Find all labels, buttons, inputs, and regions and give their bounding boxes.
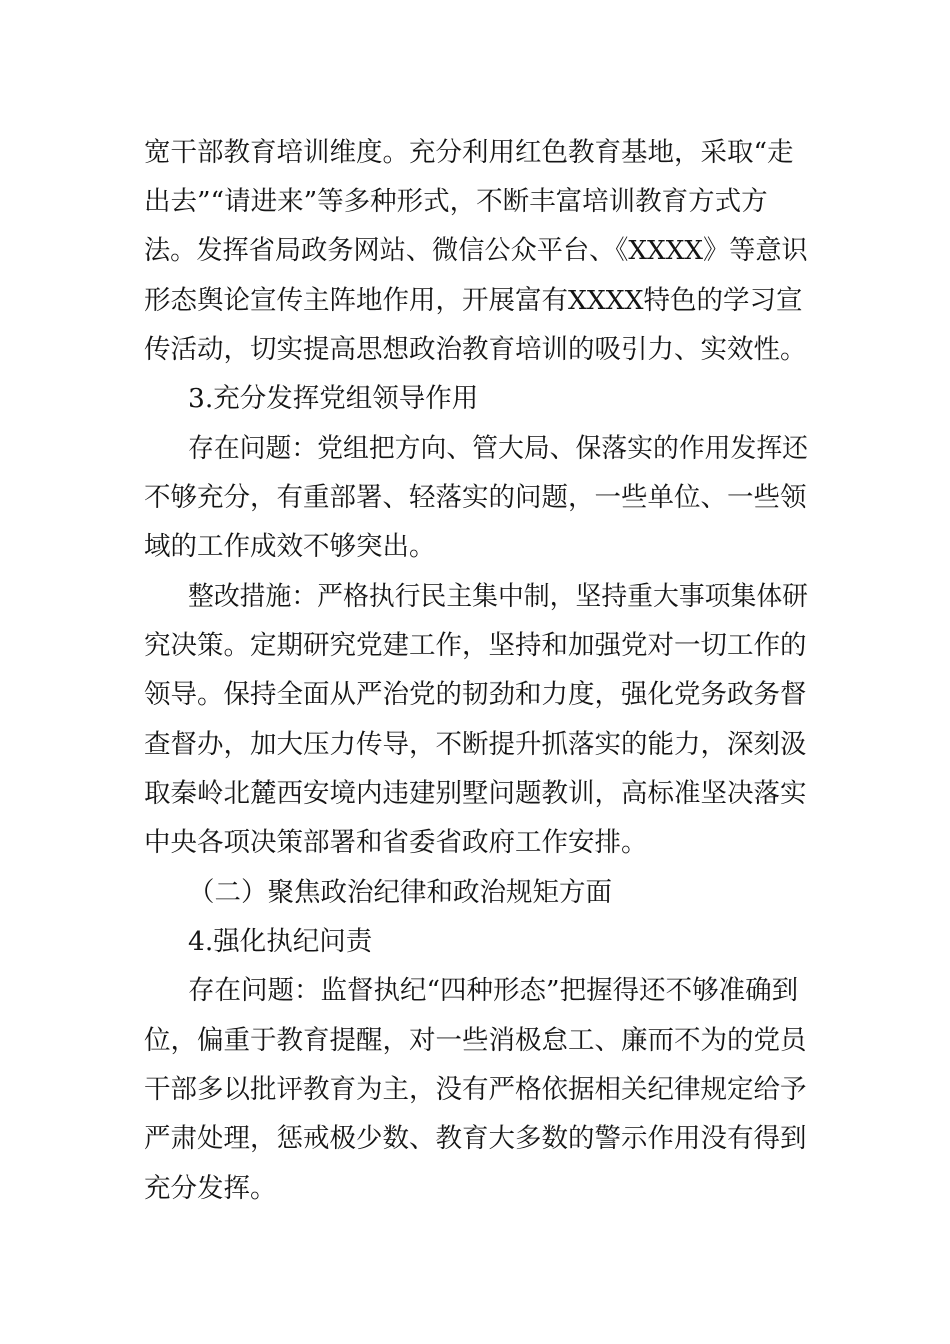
paragraph-line: 位，偏重于教育提醒，对一些消极怠工、廉而不为的党员 (144, 1025, 807, 1056)
paragraph-line: 存在问题：监督执纪“四种形态”把握得还不够准确到 (188, 975, 799, 1006)
paragraph-line: 存在问题：党组把方向、管大局、保落实的作用发挥还 (188, 433, 808, 464)
paragraph-line: 出去”“请进来”等多种形式，不断丰富培训教育方式方 (144, 186, 768, 217)
section-heading: 4.强化执纪问责 (188, 926, 373, 957)
paragraph-line: 查督办，加大压力传导，不断提升抓落实的能力，深刻汲 (144, 729, 807, 760)
paragraph-line: 究决策。定期研究党建工作，坚持和加强党对一切工作的 (144, 630, 807, 661)
paragraph-line: 干部多以批评教育为主，没有严格依据相关纪律规定给予 (144, 1074, 807, 1105)
paragraph-line: 整改措施：严格执行民主集中制，坚持重大事项集体研 (188, 581, 808, 612)
paragraph-line: 充分发挥。 (144, 1173, 277, 1204)
paragraph-line: 不够充分，有重部署、轻落实的问题，一些单位、一些领 (144, 482, 807, 513)
paragraph-line: 领导。保持全面从严治党的韧劲和力度，强化党务政务督 (144, 679, 807, 710)
section-heading: 3.充分发挥党组领导作用 (188, 383, 479, 414)
paragraph-line: 形态舆论宣传主阵地作用，开展富有XXXX特色的学习宣 (144, 285, 803, 316)
paragraph-line: 宽干部教育培训维度。充分利用红色教育基地，采取“走 (144, 137, 794, 168)
paragraph-line: 严肃处理，惩戒极少数、教育大多数的警示作用没有得到 (144, 1123, 807, 1154)
paragraph-line: 法。发挥省局政务网站、微信公众平台、《XXXX》等意识 (144, 235, 808, 266)
paragraph-line: 域的工作成效不够突出。 (144, 531, 436, 562)
paragraph-line: 传活动，切实提高思想政治教育培训的吸引力、实效性。 (144, 334, 807, 365)
section-heading: （二）聚焦政治纪律和政治规矩方面 (188, 877, 612, 908)
paragraph-line: 取秦岭北麓西安境内违建别墅问题教训，高标准坚决落实 (144, 778, 807, 809)
paragraph-line: 中央各项决策部署和省委省政府工作安排。 (144, 827, 648, 858)
